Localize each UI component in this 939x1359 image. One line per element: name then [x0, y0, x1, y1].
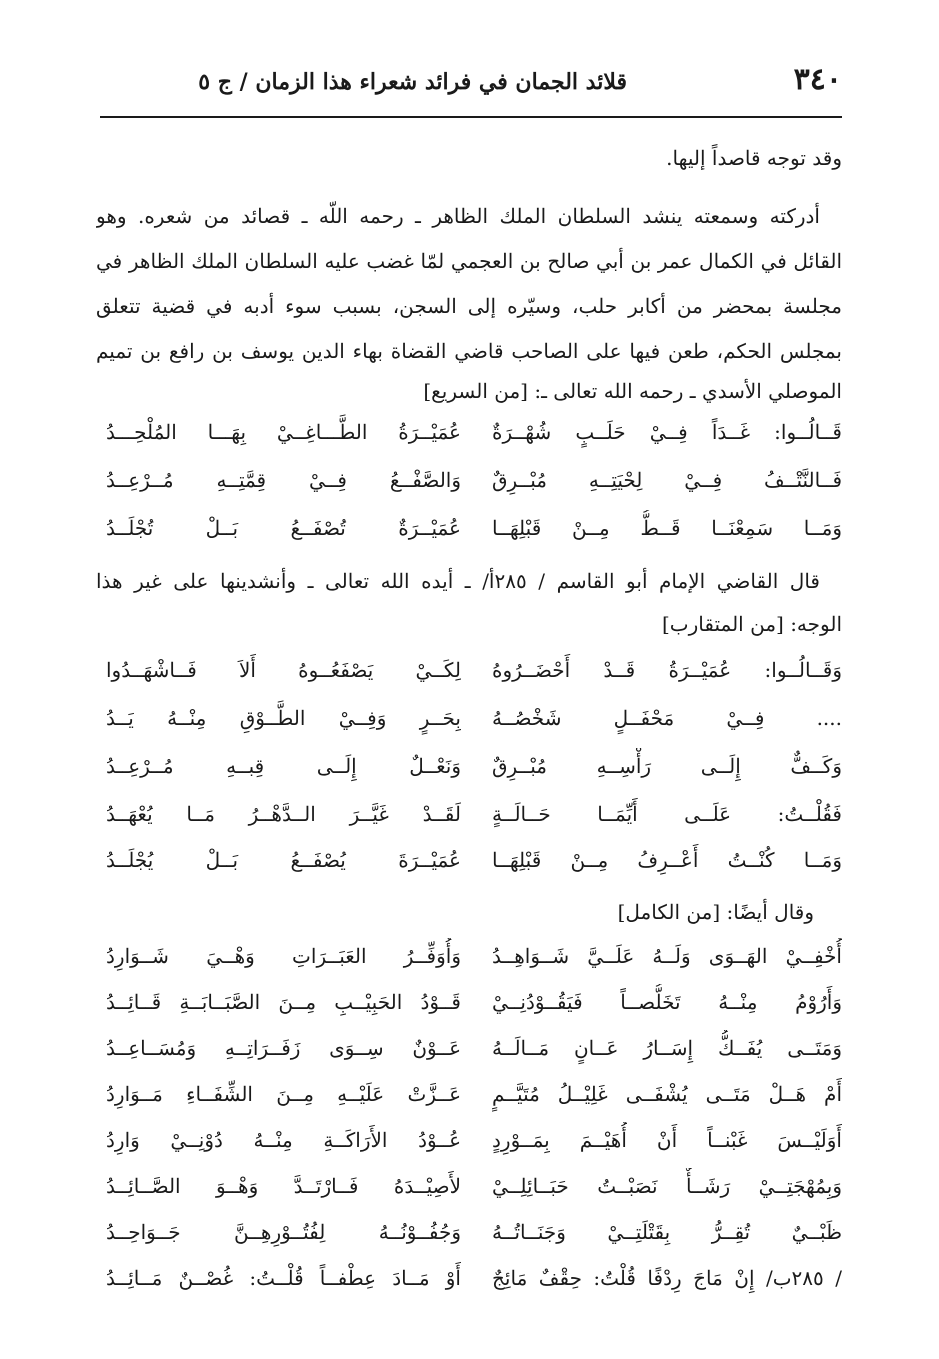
paragraph-1-line: بمجلس الحكم، طعن فيها على الصاحب قاضي القضاة بهاء الدين يوسف بن رافع بن تميم — [96, 339, 842, 363]
verse-second-hemistich: وَجُفُــوْنُــهُ لِفُتُــوْرِهِــنَّ جَــوَاحِــدُ — [106, 1220, 461, 1244]
verse-first-hemistich: أَوَلَيْــسَ غَبْنــاً أَنْ أُهَيْــمَ بِمَــوْرِدٍ — [492, 1128, 842, 1152]
verse-second-hemistich: عُمَيْــرَةَ يُصْفَــعُ بَــلْ يُجْلَــدُ — [106, 848, 461, 872]
verse-first-hemistich: وَمَــا سَمِعْنَــا قَــطُّ مِــنْ قَبْلِهَــا — [492, 516, 842, 540]
page-header — [100, 60, 842, 118]
verse-first-hemistich: وَمَتَــى يُفَــكُّ إِسَــارُ عَــانٍ مَــالَــهُ — [492, 1036, 842, 1060]
verse-first-hemistich: قَــالُــوا: غَــدَاً فِــيْ حَلَــبٍ شُهْــرَةٌ — [492, 420, 842, 444]
running-title: قلائد الجمان في فرائد شعراء هذا الزمان / ج ٥ — [198, 69, 627, 95]
paragraph-1-line: الموصلي الأسدي ـ رحمه الله تعالى ـ: [من السريع] — [423, 379, 842, 403]
verse-second-hemistich: أَوْ مَــادَ عِطْفــاً قُلْــتُ: غُصْــنٌ مَــائِــدُ — [106, 1266, 461, 1290]
verse-first-hemistich: / ٢٨٥ب/ إِنْ مَاجَ رِدْفًا قُلْتُ: حِقْفٌ مَائِجٌ — [492, 1266, 842, 1290]
verse-first-hemistich: وَبِمُهْجَتِــيْ رَشَــأٌ نَصَبْــتُ حَبَــائِلِــيْ — [492, 1174, 842, 1198]
verse-second-hemistich: لَقَــدْ غَيَّــرَ الــدَّهْــرُ مَــا يُعْهَــدُ — [106, 802, 461, 826]
paragraph-1-line: أدركته وسمعته ينشد السلطان الملك الظاهر ـ رحمه اللّه ـ قصائد من شعره. وهو — [96, 204, 820, 228]
verse-first-hemistich: وَأَرُوْمُ مِنْــهُ تَخَلُّصــاً فَيَقُــوْدُنِــيْ — [492, 990, 842, 1014]
verse-second-hemistich: وَالصَّفْــعُ فِــيْ قِمَّتِــهِ مُــرْعِــدُ — [106, 468, 461, 492]
verse-second-hemistich: عُمَيْــرَةُ الطَّـــاغِــيْ بِهَـــا المُلْحِـــدُ — [106, 420, 461, 444]
verse-second-hemistich: قَــوْدُ الحَبِيْــبِ مِــنَ الصَّبَــابَــةِ قَــائِــدُ — [106, 990, 461, 1014]
verse-first-hemistich: أُخْفِــيْ الهَــوَى وَلَــهُ عَلَــيَّ شَــوَاهِــدُ — [492, 944, 842, 968]
verse-first-hemistich: فَقُلْــتُ: عَلَــى أَيِّمَــا حَــالَــةٍ — [492, 802, 842, 826]
verse-first-hemistich: فَــالنَّتْــفُ فِــيْ لِحْيَتِــهِ مُبْــرِقٌ — [492, 468, 842, 492]
verse-first-hemistich: وَقَــالُــوا: عُمَيْــرَةُ قَــدْ أَحْضَــرُوهُ — [492, 658, 842, 682]
paragraph-1-line: مجلسة بمحضر من أكابر حلب، وسيّره إلى السجن، بسبب سوء أدبه في قضية تتعلق — [96, 294, 842, 318]
intro-line: وقد توجه قاصداً إليها. — [666, 146, 842, 170]
header-rule — [100, 116, 842, 118]
verse-second-hemistich: وَأُوَفِّــرُ العَبَــرَاتِ وَهْــيَ شَــوَارِدُ — [106, 944, 461, 968]
paragraph-2-line: قال القاضي الإمام أبو القاسم / ٢٨٥أ/ ـ أيده الله تعالى ـ وأنشدينها على غير هذا — [96, 569, 820, 593]
verse-second-hemistich: عَــزَّتْ عَلَيْــهِ مِــنَ الشِّفَــاءِ مَــوَارِدُ — [106, 1082, 461, 1106]
verse-first-hemistich: ظَبْــيٌ تُقِــرُّ بِقَتْلَتِــيْ وَجَنَــاتُــهُ — [492, 1220, 842, 1244]
verse-second-hemistich: عُــوْدُ الأَرَاكَــةِ مِنْــهُ دُوْنِــيْ وَارِدُ — [106, 1128, 461, 1152]
paragraph-3-line: وقال أيضًا: [من الكامل] — [617, 900, 814, 924]
verse-first-hemistich: وَكَــفٌّ إِلَــى رَأْسِــهِ مُبْــرِقٌ — [492, 754, 842, 778]
verse-second-hemistich: عُمَيْــرَةٌ تُصْفَــعُ بَــلْ تُجْلَــدُ — [106, 516, 461, 540]
verse-second-hemistich: لِكَــيْ يَصْفَعُــوهُ أَلاَ فَــاشْهَــدُوا — [106, 658, 461, 682]
verse-first-hemistich: وَمَــا كُنْــتُ أَعْــرِفُ مِــنْ قَبْلِهَــا — [492, 848, 842, 872]
verse-second-hemistich: لأَصِيْــدَهُ فَــارْتَــدَّ وَهْــوَ الصَّــائِــدُ — [106, 1174, 461, 1198]
page-number: ٣٤٠ — [793, 62, 842, 97]
verse-first-hemistich: أَمْ هَــلْ مَتَــى يُشْفَــى غَلِيْــلُ مُتَيَّــمٍ — [492, 1082, 842, 1106]
verse-second-hemistich: وَنَعْــلٌ إِلَــى قِبــهِ مُــرْعِــدُ — [106, 754, 461, 778]
verse-second-hemistich: عَــوْنٌ سِــوَى زَفَــرَاتِــهِ وَمُسَــاعِــدُ — [106, 1036, 461, 1060]
verse-second-hemistich: بِحَــرٍ وَفِــيْ الطَّــوْقِ مِنْــهُ يَــدُ — [106, 706, 461, 730]
verse-first-hemistich: .... فِــيْ مَحْفَــلٍ شَخْصُــهُ — [492, 706, 842, 730]
paragraph-2-line: الوجه: [من المتقارب] — [661, 612, 842, 636]
paragraph-1-line: القائل في الكمال عمر بن أبي صالح بن العجمي لمّا غضب عليه السلطان الملك الظاهر في — [96, 249, 842, 273]
